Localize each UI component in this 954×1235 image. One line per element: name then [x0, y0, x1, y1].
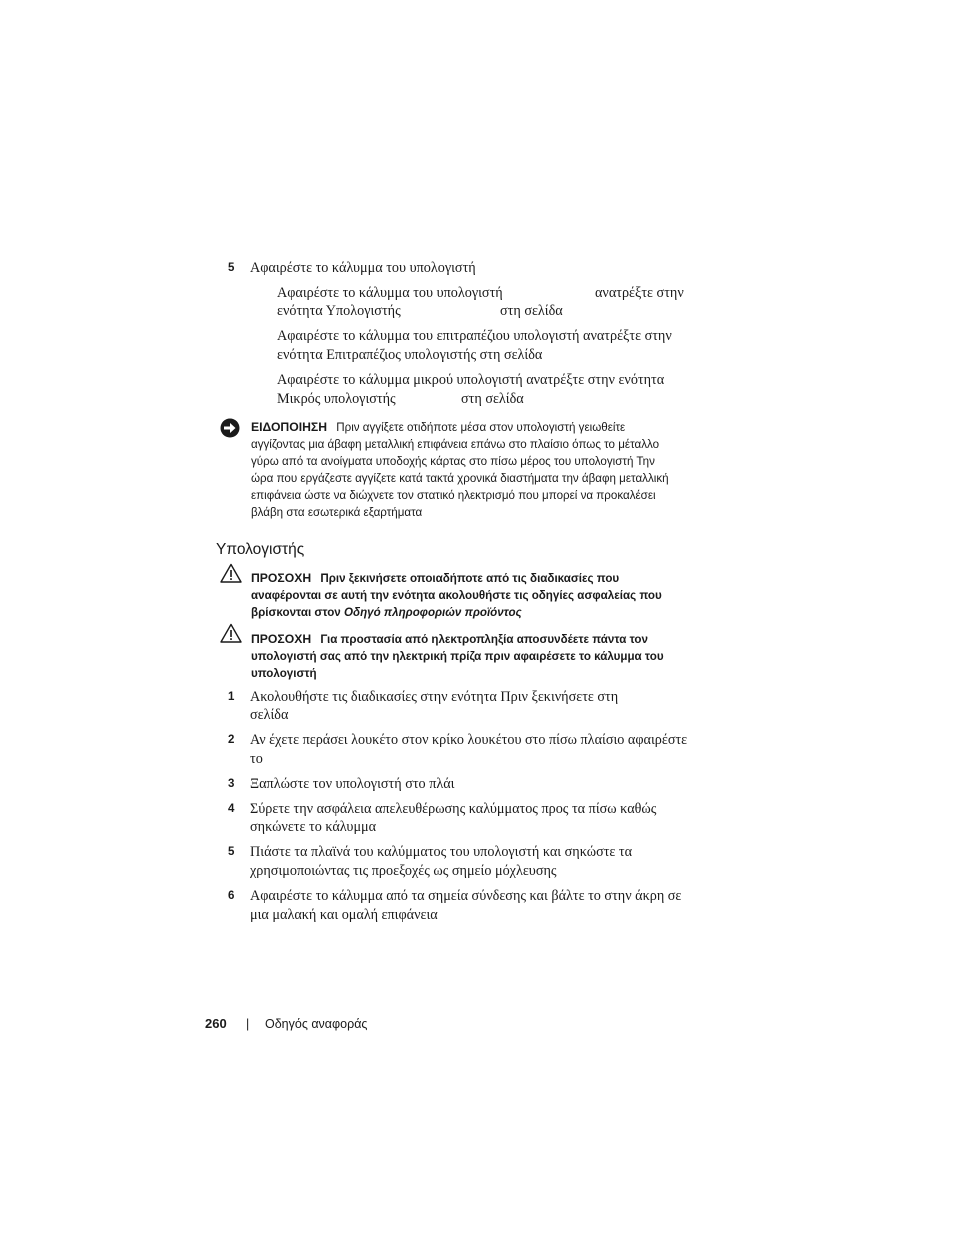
- step-line: Πιάστε τα πλαϊνά του καλύμματος του υπολογιστή και σηκώστε τα: [250, 844, 633, 860]
- sub-item-line: ανατρέξτε στην: [595, 285, 684, 301]
- step-line: Ακολουθήστε τις διαδικασίες στην ενότητα Πριν ξεκινήσετε στη: [250, 689, 619, 705]
- sub-item-line: Αφαιρέστε το κάλυμμα του υπολογιστή: [277, 285, 503, 301]
- sub-item-line: Αφαιρέστε το κάλυμμα μικρού υπολογιστή ανατρέξτε στην ενότητα: [277, 372, 665, 388]
- page-number: 260: [205, 1016, 227, 1031]
- sub-item-line: ενότητα Υπολογιστής: [277, 303, 401, 319]
- caution-label: ΠΡΟΣΟΧΗ: [251, 632, 312, 646]
- sub-item-line: Αφαιρέστε το κάλυμμα του επιτραπέζιου υπολογιστή ανατρέξτε στην: [277, 328, 672, 344]
- step-number: 6: [228, 890, 235, 902]
- step-line: Αφαιρέστε το κάλυμμα από τα σημεία σύνδεσης και βάλτε το στην άκρη σε: [250, 888, 682, 904]
- notice-line: γύρω από τα ανοίγματα υποδοχής κάρτας στο πίσω μέρος του υπολογιστή Την: [251, 455, 655, 468]
- warning-triangle-icon: [220, 563, 242, 588]
- warning-triangle-icon: [220, 623, 242, 648]
- step-line: χρησιμοποιώντας τις προεξοχές ως σημείο μόχλευσης: [250, 863, 557, 879]
- sub-item-line: ενότητα Επιτραπέζιος υπολογιστής στη σελίδα: [277, 347, 543, 363]
- caution-reference: Οδηγό πληροφοριών προϊόντος: [343, 606, 522, 619]
- caution-line: βρίσκονται στον: [251, 606, 344, 619]
- caution-line: Πριν ξεκινήσετε οποιαδήποτε από τις διαδικασίες που: [320, 572, 620, 585]
- sub-item-line: στη σελίδα: [461, 391, 524, 407]
- sub-item-line: Μικρός υπολογιστής: [277, 391, 396, 407]
- step-number: 4: [228, 803, 235, 815]
- step-number: 1: [228, 691, 235, 703]
- step-line: το: [250, 751, 263, 767]
- notice-label: ΕΙΔΟΠΟΙΗΣΗ: [251, 420, 328, 434]
- footer-title: Οδηγός αναφοράς: [265, 1017, 368, 1031]
- notice-line: Πριν αγγίξετε οτιδήποτε μέσα στον υπολογιστή γειωθείτε: [336, 421, 626, 434]
- step-line: Ξαπλώστε τον υπολογιστή στο πλάι: [250, 776, 455, 792]
- step-line: Σύρετε την ασφάλεια απελευθέρωσης καλύμματος προς τα πίσω καθώς: [250, 801, 657, 817]
- step-number: 5: [228, 846, 235, 858]
- step-text: Αφαιρέστε το κάλυμμα του υπολογιστή: [250, 260, 476, 276]
- caution-line: Για προστασία από ηλεκτροπληξία αποσυνδέετε πάντα τον: [320, 633, 648, 646]
- footer-separator: |: [246, 1017, 250, 1031]
- step-line: σηκώνετε το κάλυμμα: [250, 819, 377, 835]
- notice-line: βλάβη στα εσωτερικά εξαρτήματα: [251, 506, 423, 519]
- step-line: Αν έχετε περάσει λουκέτο στον κρίκο λουκέτου στο πίσω πλαίσιο αφαιρέστε: [250, 732, 688, 748]
- step-line: μια μαλακή και ομαλή επιφάνεια: [250, 907, 438, 923]
- notice-arrow-icon: [220, 418, 240, 443]
- section-heading: Υπολογιστής: [216, 541, 305, 558]
- caution-line: αναφέρονται σε αυτή την ενότητα ακολουθήστε τις οδηγίες ασφαλείας που: [251, 589, 662, 602]
- sub-item-line: στη σελίδα: [500, 303, 563, 319]
- caution-line: υπολογιστή: [251, 667, 317, 680]
- caution-label: ΠΡΟΣΟΧΗ: [251, 571, 312, 585]
- step-number: 3: [228, 778, 235, 790]
- notice-line: επιφάνεια ώστε να διώχνετε τον στατικό ηλεκτρισμό που μπορεί να προκαλέσει: [251, 489, 656, 502]
- step-line: σελίδα: [250, 707, 289, 723]
- step-number: 2: [228, 734, 235, 746]
- step-number: 5: [228, 262, 235, 274]
- caution-line: υπολογιστή σας από την ηλεκτρική πρίζα πριν αφαιρέσετε το κάλυμμα του: [251, 650, 664, 663]
- notice-line: ώρα που εργάζεστε αγγίζετε κατά τακτά χρονικά διαστήματα την άβαφη μεταλλική: [251, 472, 669, 485]
- notice-line: αγγίζοντας μια άβαφη μεταλλική επιφάνεια επάνω στο πλαίσιο όπως το μέταλλο: [251, 438, 660, 451]
